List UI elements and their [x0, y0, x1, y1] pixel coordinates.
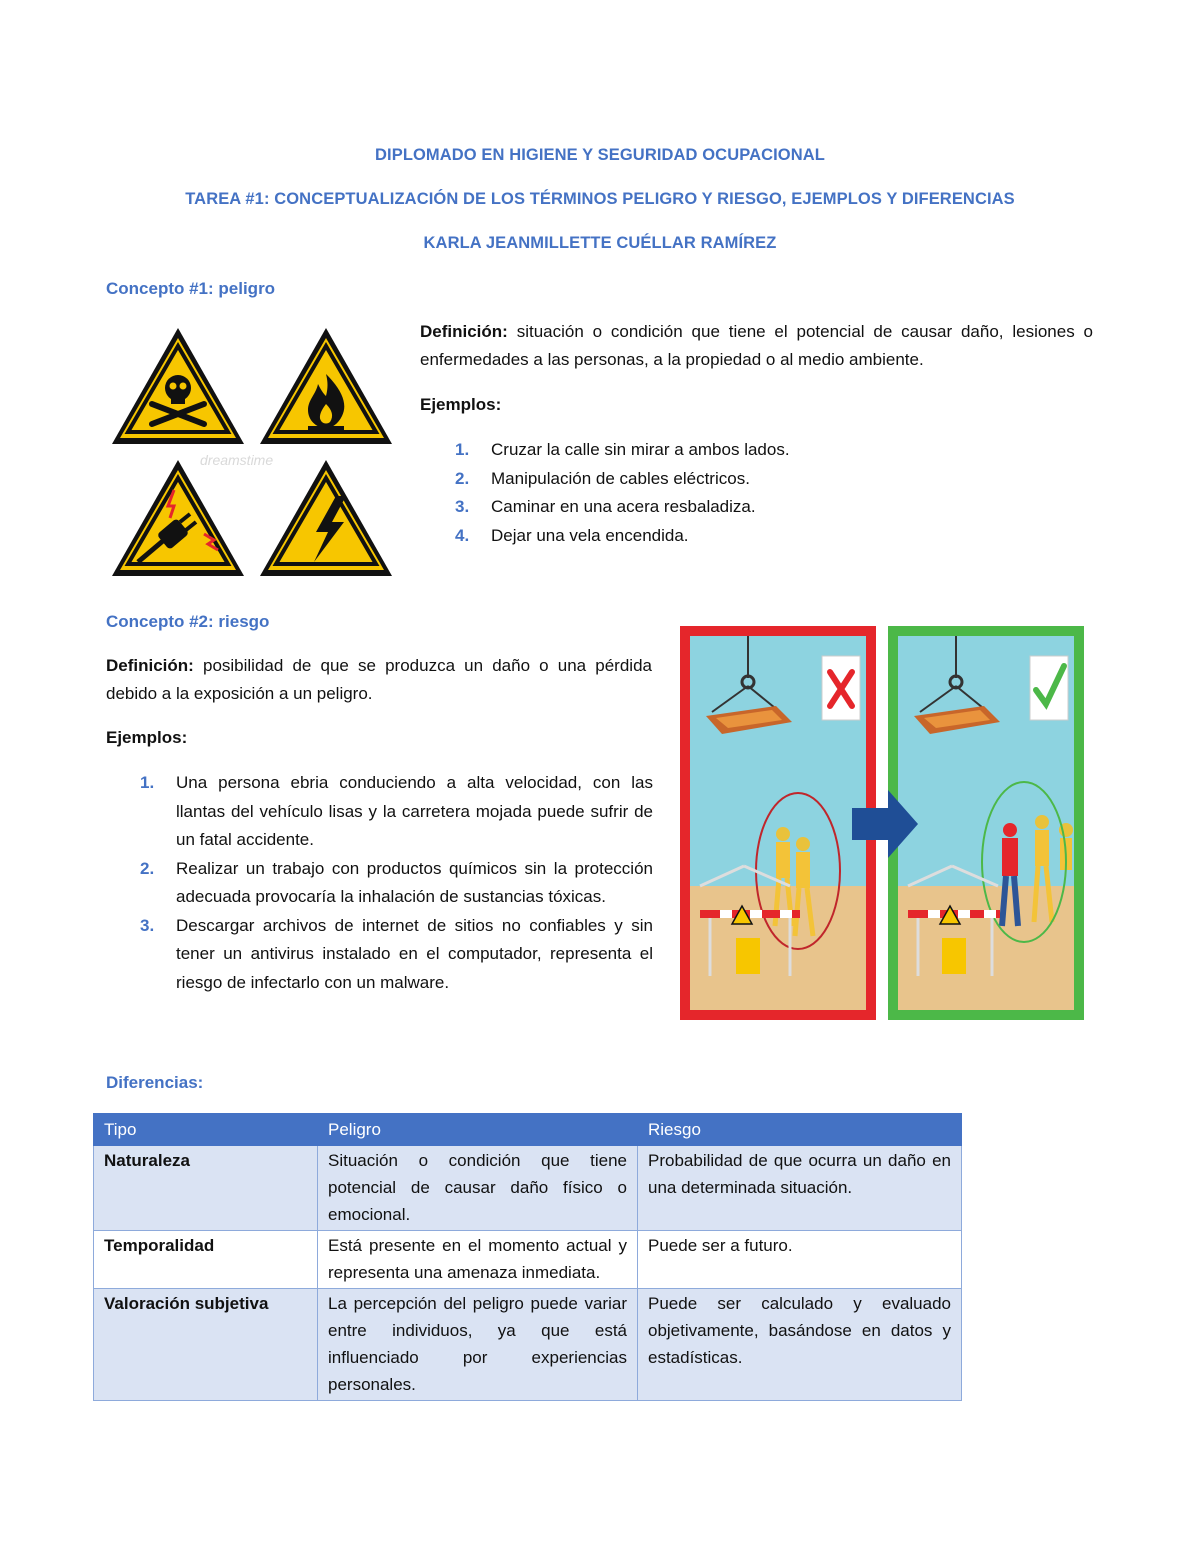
peligro-cell: La percepción del peligro puede variar entre individuos, ya que está influenciado por experiencias personales. — [318, 1289, 638, 1401]
column-header-tipo: Tipo — [94, 1114, 318, 1146]
image-watermark: dreamstime — [200, 452, 274, 468]
peligro-cell: Situación o condición que tiene potencial de causar daño físico o emocional. — [318, 1146, 638, 1231]
toxic-skull-icon — [108, 324, 248, 449]
table-row — [94, 1146, 962, 1231]
column-header-riesgo: Riesgo — [638, 1114, 962, 1146]
concept1-definition — [420, 318, 1093, 374]
flammable-icon — [256, 324, 396, 449]
concept1-definition-label: Definición: — [420, 322, 508, 341]
concept1-examples-list — [455, 436, 1095, 550]
row-type-cell: Valoración subjetiva — [94, 1289, 318, 1401]
list-item: 2. Manipulación de cables eléctricos. — [455, 468, 750, 488]
list-item: 1. Cruzar la calle sin mirar a ambos lados. — [455, 440, 790, 459]
list-item: 2. Realizar un trabajo con productos químicos sin la protección adecuada provocaría la inhalación de sustancias tóxicas. — [140, 858, 653, 906]
list-item: 4. Dejar una vela encendida. — [455, 525, 689, 545]
row-type-cell: Temporalidad — [94, 1231, 318, 1289]
row-type-cell: Naturaleza — [94, 1146, 318, 1231]
riesgo-cell: Puede ser a futuro. — [638, 1231, 962, 1289]
task-title: TAREA #1: CONCEPTUALIZACIÓN DE LOS TÉRMINOS PELIGRO Y RIESGO, EJEMPLOS Y DIFERENCIAS — [185, 190, 1015, 208]
peligro-cell: Está presente en el momento actual y representa una amenaza inmediata. — [318, 1231, 638, 1289]
high-voltage-icon — [256, 456, 396, 581]
author-name: KARLA JEANMILLETTE CUÉLLAR RAMÍREZ — [423, 234, 777, 252]
list-item: 3. Caminar en una acera resbaladiza. — [455, 497, 756, 516]
list-item: 1. Una persona ebria conduciendo a alta velocidad, con las llantas del vehículo lisas y la carretera mojada puede sufrir de un fatal accidente. — [140, 773, 653, 849]
table-header-row — [94, 1114, 962, 1146]
table-row — [94, 1289, 962, 1401]
concept1-heading: Concepto #1: peligro — [106, 279, 276, 298]
riesgo-cell: Puede ser calculado y evaluado objetivamente, basándose en datos y estadísticas. — [638, 1289, 962, 1401]
riesgo-cell: Probabilidad de que ocurra un daño en una determinada situación. — [638, 1146, 962, 1231]
list-item: 3. Descargar archivos de internet de sitios no confiables y sin tener un antivirus instalado en el computador, representa el riesgo de infectarlo con un malware. — [140, 915, 653, 992]
column-header-peligro: Peligro — [318, 1114, 638, 1146]
concept2-definition-text: posibilidad de que se produzca un daño o una pérdida debido a la exposición a un peligro. — [106, 656, 652, 703]
concept2-definition — [106, 652, 652, 708]
concept2-examples-list — [140, 769, 653, 997]
concept1-definition-text: situación o condición que tiene el potencial de causar daño, lesiones o enfermedades a las personas, a la propiedad o al medio ambiente. — [420, 322, 1093, 369]
concept2-definition-label: Definición: — [106, 656, 194, 675]
table-row — [94, 1231, 962, 1289]
unsafe-vs-safe-illustration — [680, 626, 1084, 1020]
concept1-examples-label: Ejemplos: — [420, 395, 502, 414]
differences-heading: Diferencias: — [106, 1073, 204, 1092]
electric-plug-icon — [108, 456, 248, 581]
concept2-heading: Concepto #2: riesgo — [106, 612, 270, 631]
concept2-examples-label: Ejemplos: — [106, 728, 188, 747]
document-title: DIPLOMADO EN HIGIENE Y SEGURIDAD OCUPACIONAL — [375, 146, 825, 164]
differences-table — [93, 1113, 962, 1401]
